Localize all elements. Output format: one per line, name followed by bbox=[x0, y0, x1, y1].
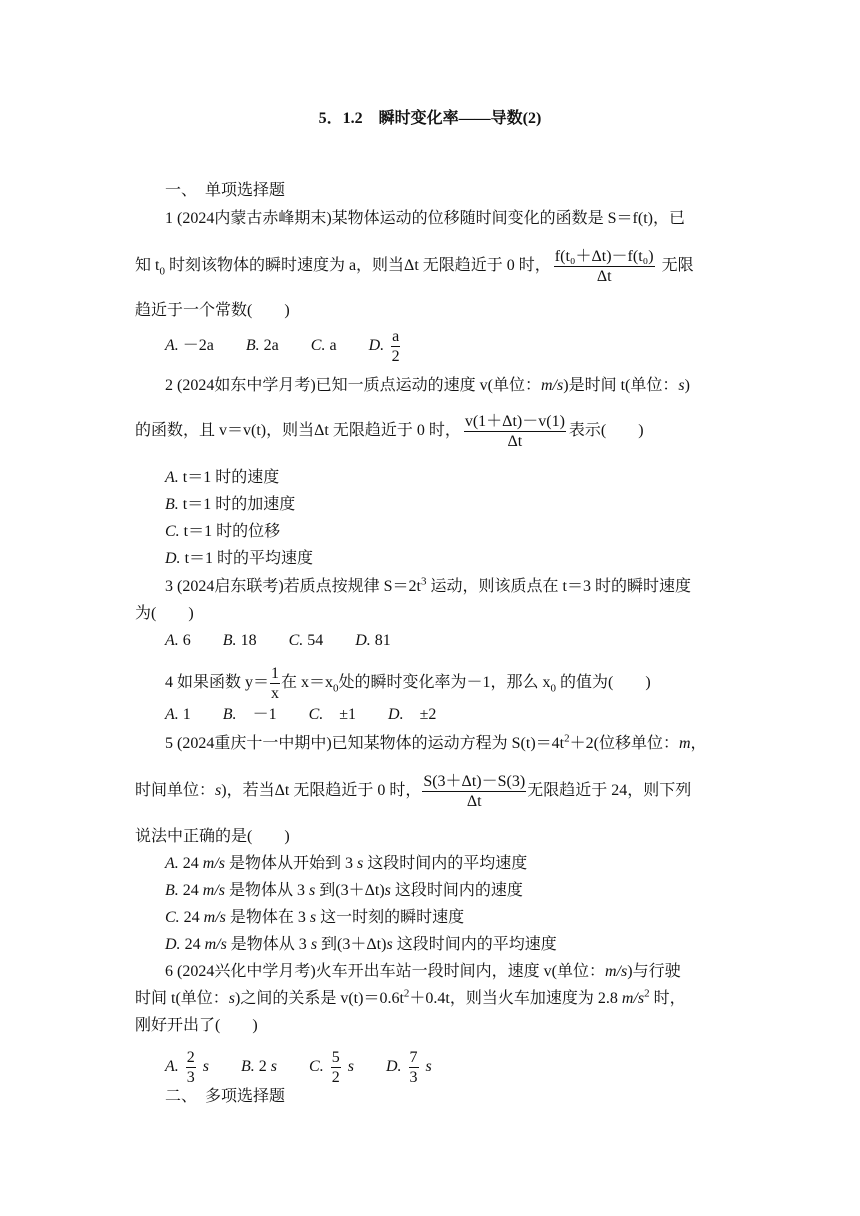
q5-line2: 时间单位：s)，若当Δt 无限趋近于 0 时， $\frac{S(3+\Delta t)-S(3)}{\Delta t}$ 无限趋近于 24，则下列 bbox=[135, 773, 692, 810]
q5-option-c[interactable]: C. 24 m/s 是物体在 3 s 这一时刻的瞬时速度 bbox=[165, 909, 465, 926]
q2-option-c[interactable]: C. t＝1 时的位移 bbox=[165, 523, 281, 540]
q1-option-a[interactable]: A. －2a bbox=[165, 337, 214, 355]
q6-options bbox=[165, 1048, 432, 1087]
q1-fraction: $\frac{\text{f(t₀＋Δt)－f(t₀)}}{\Delta t}$ bbox=[554, 248, 654, 285]
q6-option-b[interactable]: B. 2 s bbox=[241, 1058, 278, 1076]
q5-line1: 5 (2024重庆十一中期中)已知某物体的运动方程为 $S(t)=4t^2+2$(位移单位：m， bbox=[165, 732, 707, 752]
q1-option-c[interactable]: C. a bbox=[310, 337, 337, 355]
q5-line3: 说法中正确的是( ) bbox=[135, 828, 290, 845]
page-title: 5．1.2 瞬时变化率——导数(2) bbox=[318, 110, 542, 127]
q6-line2: 时间 t(单位：s)之间的关系是 $v(t)=0.6t^2+0.4t$，则当火车加速度为 2.8 $m/s^2$ 时， bbox=[135, 987, 686, 1007]
q3-option-d[interactable]: D. 81 bbox=[355, 632, 391, 649]
q1-option-b[interactable]: B. 2a bbox=[245, 337, 279, 355]
q3-option-b[interactable]: B. 18 bbox=[222, 632, 257, 649]
q1-line2: 知 $t_0$ 时刻该物体的瞬时速度为 a，则当Δt 无限趋近于 0 时， $\frac{\text{f(t₀＋Δt)－f(t₀)}}{\Delta t}$ 无限 bbox=[135, 248, 694, 285]
q1-line1: 1 (2024内蒙古赤峰期末)某物体运动的位移随时间变化的函数是 S＝f(t)，已 bbox=[165, 210, 685, 227]
q3-options bbox=[165, 630, 391, 652]
q2-fraction: $\frac{v(1+\Delta t)-v(1)}{\Delta t}$ bbox=[464, 413, 565, 450]
q2-option-b[interactable]: B. t＝1 时的加速度 bbox=[165, 496, 296, 513]
q5-option-a[interactable]: A. 24 m/s 是物体从开始到 3 s 这段时间内的平均速度 bbox=[165, 855, 528, 872]
q4-option-c[interactable]: C. ±1 bbox=[308, 706, 357, 723]
q6-line3: 刚好开出了( ) bbox=[135, 1017, 258, 1034]
q5-fraction: $\frac{S(3+\Delta t)-S(3)}{\Delta t}$ bbox=[423, 773, 526, 810]
q5-option-b[interactable]: B. 24 m/s 是物体从 3 s 到(3＋Δt)s 这段时间内的速度 bbox=[165, 882, 523, 899]
q3-option-a[interactable]: A. 6 bbox=[165, 632, 191, 649]
q2-line2: 的函数，且 v＝v(t)，则当Δt 无限趋近于 0 时， $\frac{v(1+\Delta t)-v(1)}{\Delta t}$ 表示( ) bbox=[135, 413, 644, 450]
q3-line1: 3 (2024启东联考)若质点按规律 $S=2t^3$ 运动，则该质点在 t＝3 时的瞬时速度 bbox=[165, 575, 691, 595]
q4-option-b[interactable]: B. －1 bbox=[222, 706, 277, 723]
q3-line2: 为( ) bbox=[135, 605, 194, 622]
q1-option-d[interactable]: D. $\frac{a}{2}$ bbox=[368, 328, 400, 365]
q6-option-c[interactable]: C. $\frac{5}{2}$ s bbox=[309, 1049, 354, 1086]
q6-option-d[interactable]: D. $\frac{7}{3}$ s bbox=[385, 1049, 432, 1086]
q3-option-c[interactable]: C. 54 bbox=[288, 632, 324, 649]
q4-fraction: $\frac{1}{x}$ bbox=[271, 665, 280, 702]
q4-line1: 4 如果函数 y＝ $\frac{1}{x}$ 在 $x=x_0$处的瞬时变化率为－1，那么 $x_0$ 的值为( ) bbox=[165, 665, 651, 702]
q6-option-a[interactable]: A. $\frac{2}{3}$ s bbox=[165, 1049, 210, 1086]
q2-option-a[interactable]: A. t＝1 时的速度 bbox=[165, 469, 280, 486]
section-heading-single-choice: 一、 单项选择题 bbox=[165, 182, 286, 199]
section-heading-multiple-choice: 二、 多项选择题 bbox=[165, 1088, 286, 1105]
q2-line1: 2 (2024如东中学月考)已知一质点运动的速度 v(单位：m/s)是时间 t(单位：s) bbox=[165, 377, 690, 394]
q1-line3: 趋近于一个常数( ) bbox=[135, 302, 290, 319]
q4-option-a[interactable]: A. 1 bbox=[165, 706, 191, 723]
q6-line1: 6 (2024兴化中学月考)火车开出车站一段时间内，速度 v(单位：m/s)与行驶 bbox=[165, 963, 681, 980]
q5-option-d[interactable]: D. 24 m/s 是物体从 3 s 到(3＋Δt)s 这段时间内的平均速度 bbox=[165, 936, 557, 953]
q1-options bbox=[165, 327, 403, 366]
q4-option-d[interactable]: D. ±2 bbox=[388, 706, 437, 723]
q2-option-d[interactable]: D. t＝1 时的平均速度 bbox=[165, 550, 314, 567]
q4-options bbox=[165, 704, 436, 726]
